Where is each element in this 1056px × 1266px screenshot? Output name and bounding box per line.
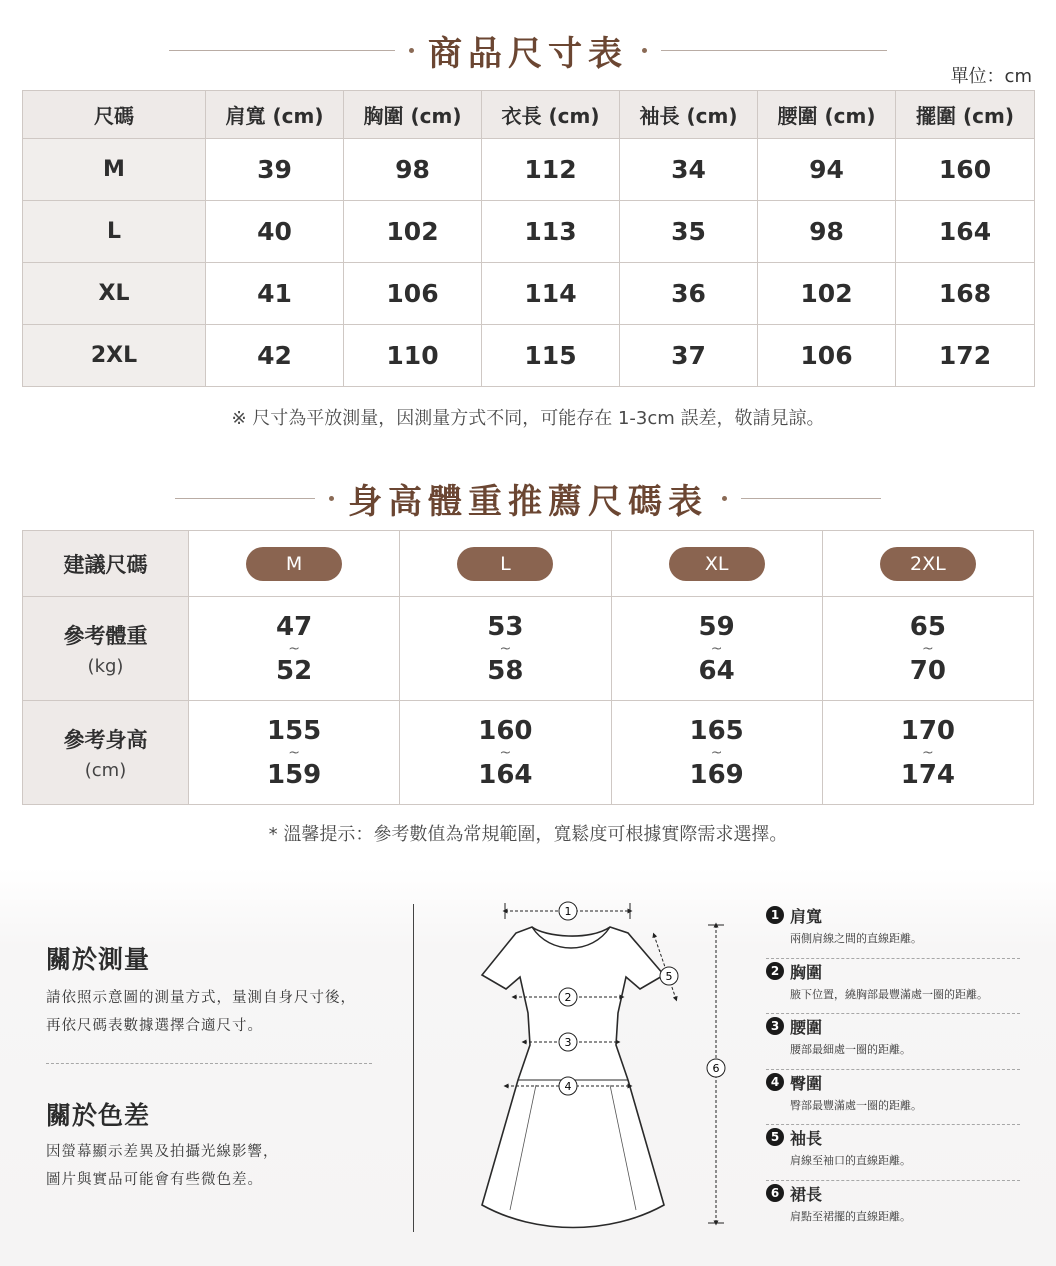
range-min: 155 — [266, 715, 322, 746]
about-measure-line: 再依尺碼表數據選擇合適尺寸。 — [46, 1018, 263, 1034]
value-cell: 113 — [482, 201, 620, 263]
about-measure-title: 關於測量 — [46, 945, 151, 974]
legend-item — [766, 1070, 1020, 1126]
weight-cell — [189, 597, 400, 701]
size-cell: 2XL — [23, 325, 206, 387]
header-cell: 袖長 (cm) — [620, 91, 758, 139]
size-table-header-row — [23, 91, 1035, 139]
table-row — [23, 201, 1035, 263]
legend-desc: 腰部最細處一圈的距離。 — [790, 1043, 911, 1056]
height-unit: (cm) — [84, 760, 127, 781]
value-cell: 35 — [620, 201, 758, 263]
value-cell: 172 — [896, 325, 1035, 387]
value-cell: 37 — [620, 325, 758, 387]
weight-row — [23, 597, 1034, 701]
legend-item — [766, 1125, 1020, 1181]
marker-label: 6 — [712, 1062, 720, 1075]
height-cell — [400, 701, 611, 805]
legend-title: 裙長 — [790, 1184, 823, 1204]
size-pill: M — [246, 547, 342, 581]
legend-desc: 肩點至裙擺的直線距離。 — [790, 1209, 911, 1223]
range-max: 64 — [698, 655, 735, 686]
tilde: ~ — [922, 640, 934, 657]
header-cell: 衣長 (cm) — [482, 91, 620, 139]
legend-item — [766, 1181, 1020, 1237]
title-dot — [409, 48, 414, 53]
legend-desc: 肩線至袖口的直線距離。 — [790, 1154, 911, 1167]
value-cell: 114 — [482, 263, 620, 325]
legend-number: 2 — [766, 962, 784, 980]
unit-label: 單位：cm — [950, 66, 1032, 87]
header-cell: 胸圍 (cm) — [344, 91, 482, 139]
weight-cell — [611, 597, 822, 701]
measurement-legend — [766, 903, 1020, 1236]
tilde: ~ — [288, 744, 300, 761]
tilde: ~ — [288, 640, 300, 657]
legend-title: 胸圍 — [790, 962, 823, 982]
size-chart-title-row — [0, 26, 1056, 75]
recommend-chart-title: 身高體重推薦尺碼表 — [348, 482, 708, 522]
height-row — [23, 701, 1034, 805]
range-min: 47 — [276, 611, 313, 642]
size-pill: XL — [669, 547, 765, 581]
about-measure-line: 請依照示意圖的測量方式，量測自身尺寸後， — [46, 990, 356, 1006]
vertical-divider — [413, 904, 414, 1232]
about-color-title: 關於色差 — [46, 1101, 151, 1130]
weight-cell — [822, 597, 1033, 701]
row-label: 建議尺碼 — [23, 531, 189, 597]
range-min: 59 — [698, 611, 735, 642]
size-cell — [400, 531, 611, 597]
value-cell: 94 — [758, 139, 896, 201]
recommend-size-row — [23, 531, 1034, 597]
range-max: 58 — [487, 655, 524, 686]
size-cell: XL — [23, 263, 206, 325]
title-divider-left — [169, 50, 395, 51]
size-pill: L — [457, 547, 553, 581]
value-cell: 98 — [344, 139, 482, 201]
about-color-line: 圖片與實品可能會有些微色差。 — [46, 1172, 263, 1188]
legend-number: 5 — [766, 1128, 784, 1146]
size-cell: M — [23, 139, 206, 201]
value-cell: 115 — [482, 325, 620, 387]
value-cell: 106 — [344, 263, 482, 325]
value-cell: 102 — [344, 201, 482, 263]
tilde: ~ — [499, 744, 512, 761]
about-measure-text — [46, 984, 356, 1040]
legend-number: 6 — [766, 1184, 784, 1202]
range-max: 164 — [478, 759, 533, 790]
size-table — [22, 90, 1035, 387]
header-cell: 腰圍 (cm) — [758, 91, 896, 139]
legend-number: 3 — [766, 1017, 784, 1035]
title-dot — [329, 496, 334, 501]
value-cell: 112 — [482, 139, 620, 201]
value-cell: 106 — [758, 325, 896, 387]
value-cell: 110 — [344, 325, 482, 387]
title-divider-right — [741, 498, 881, 499]
legend-title: 腰圍 — [790, 1018, 823, 1037]
tilde: ~ — [499, 640, 512, 657]
value-cell: 36 — [620, 263, 758, 325]
size-chart-title: 商品尺寸表 — [428, 34, 628, 74]
header-cell: 肩寬 (cm) — [206, 91, 344, 139]
legend-number: 1 — [766, 906, 784, 924]
row-label — [23, 701, 189, 805]
range-max: 70 — [909, 655, 946, 686]
legend-title: 肩寬 — [790, 907, 823, 926]
value-cell: 160 — [896, 139, 1035, 201]
recommend-chart-note: * 溫馨提示：參考數值為常規範圍，寬鬆度可根據實際需求選擇。 — [268, 824, 788, 845]
range-max: 159 — [266, 759, 322, 790]
marker-label: 3 — [564, 1036, 572, 1049]
value-cell: 41 — [206, 263, 344, 325]
title-dot — [722, 496, 727, 501]
height-label: 參考身高 — [63, 728, 148, 752]
marker-label: 5 — [665, 970, 673, 983]
dress-diagram-icon — [440, 885, 740, 1235]
marker-label: 2 — [564, 991, 572, 1004]
legend-item — [766, 903, 1020, 959]
range-min: 53 — [487, 611, 524, 642]
table-row — [23, 139, 1035, 201]
legend-item — [766, 1014, 1020, 1070]
title-divider-left — [175, 498, 315, 499]
legend-title: 袖長 — [790, 1129, 823, 1148]
size-cell — [611, 531, 822, 597]
range-max: 174 — [900, 759, 956, 790]
value-cell: 164 — [896, 201, 1035, 263]
legend-title: 臀圍 — [790, 1073, 823, 1093]
tilde: ~ — [922, 744, 934, 761]
value-cell: 39 — [206, 139, 344, 201]
size-pill: 2XL — [880, 547, 976, 581]
height-cell — [189, 701, 400, 805]
range-max: 169 — [689, 759, 744, 790]
range-min: 165 — [689, 715, 744, 746]
height-cell — [822, 701, 1033, 805]
dress-outline — [482, 927, 664, 1228]
value-cell: 102 — [758, 263, 896, 325]
about-color-text — [46, 1138, 279, 1194]
legend-desc: 腋下位置，繞胸部最豐滿處一圈的距離。 — [790, 987, 988, 1001]
height-cell — [611, 701, 822, 805]
marker-label: 4 — [564, 1080, 572, 1093]
legend-desc: 兩側肩線之間的直線距離。 — [790, 932, 922, 945]
weight-label: 參考體重 — [63, 624, 148, 648]
tilde: ~ — [710, 744, 723, 761]
about-divider — [46, 1063, 372, 1064]
value-cell: 42 — [206, 325, 344, 387]
header-cell: 尺碼 — [23, 91, 206, 139]
range-min: 65 — [909, 611, 946, 642]
range-min: 160 — [478, 715, 533, 746]
weight-cell — [400, 597, 611, 701]
value-cell: 98 — [758, 201, 896, 263]
range-min: 170 — [900, 715, 956, 746]
header-cell: 擺圍 (cm) — [896, 91, 1035, 139]
weight-unit: (kg) — [87, 656, 124, 677]
row-label — [23, 597, 189, 701]
tilde: ~ — [710, 640, 723, 657]
title-divider-right — [661, 50, 887, 51]
size-cell — [822, 531, 1033, 597]
title-dot — [642, 48, 647, 53]
recommend-table — [22, 530, 1034, 805]
about-color-line: 因螢幕顯示差異及拍攝光線影響， — [46, 1144, 279, 1160]
legend-desc: 臀部最豐滿處一圈的距離。 — [790, 1098, 922, 1112]
legend-number: 4 — [766, 1073, 784, 1091]
value-cell: 40 — [206, 201, 344, 263]
table-row — [23, 325, 1035, 387]
value-cell: 34 — [620, 139, 758, 201]
range-max: 52 — [276, 655, 313, 686]
size-chart-note: ※ 尺寸為平放測量，因測量方式不同，可能存在 1-3cm 誤差，敬請見諒。 — [231, 408, 825, 429]
table-row — [23, 263, 1035, 325]
value-cell: 168 — [896, 263, 1035, 325]
size-cell: L — [23, 201, 206, 263]
recommend-chart-title-row — [0, 474, 1056, 523]
size-cell — [189, 531, 400, 597]
marker-label: 1 — [564, 905, 572, 918]
legend-item — [766, 959, 1020, 1015]
